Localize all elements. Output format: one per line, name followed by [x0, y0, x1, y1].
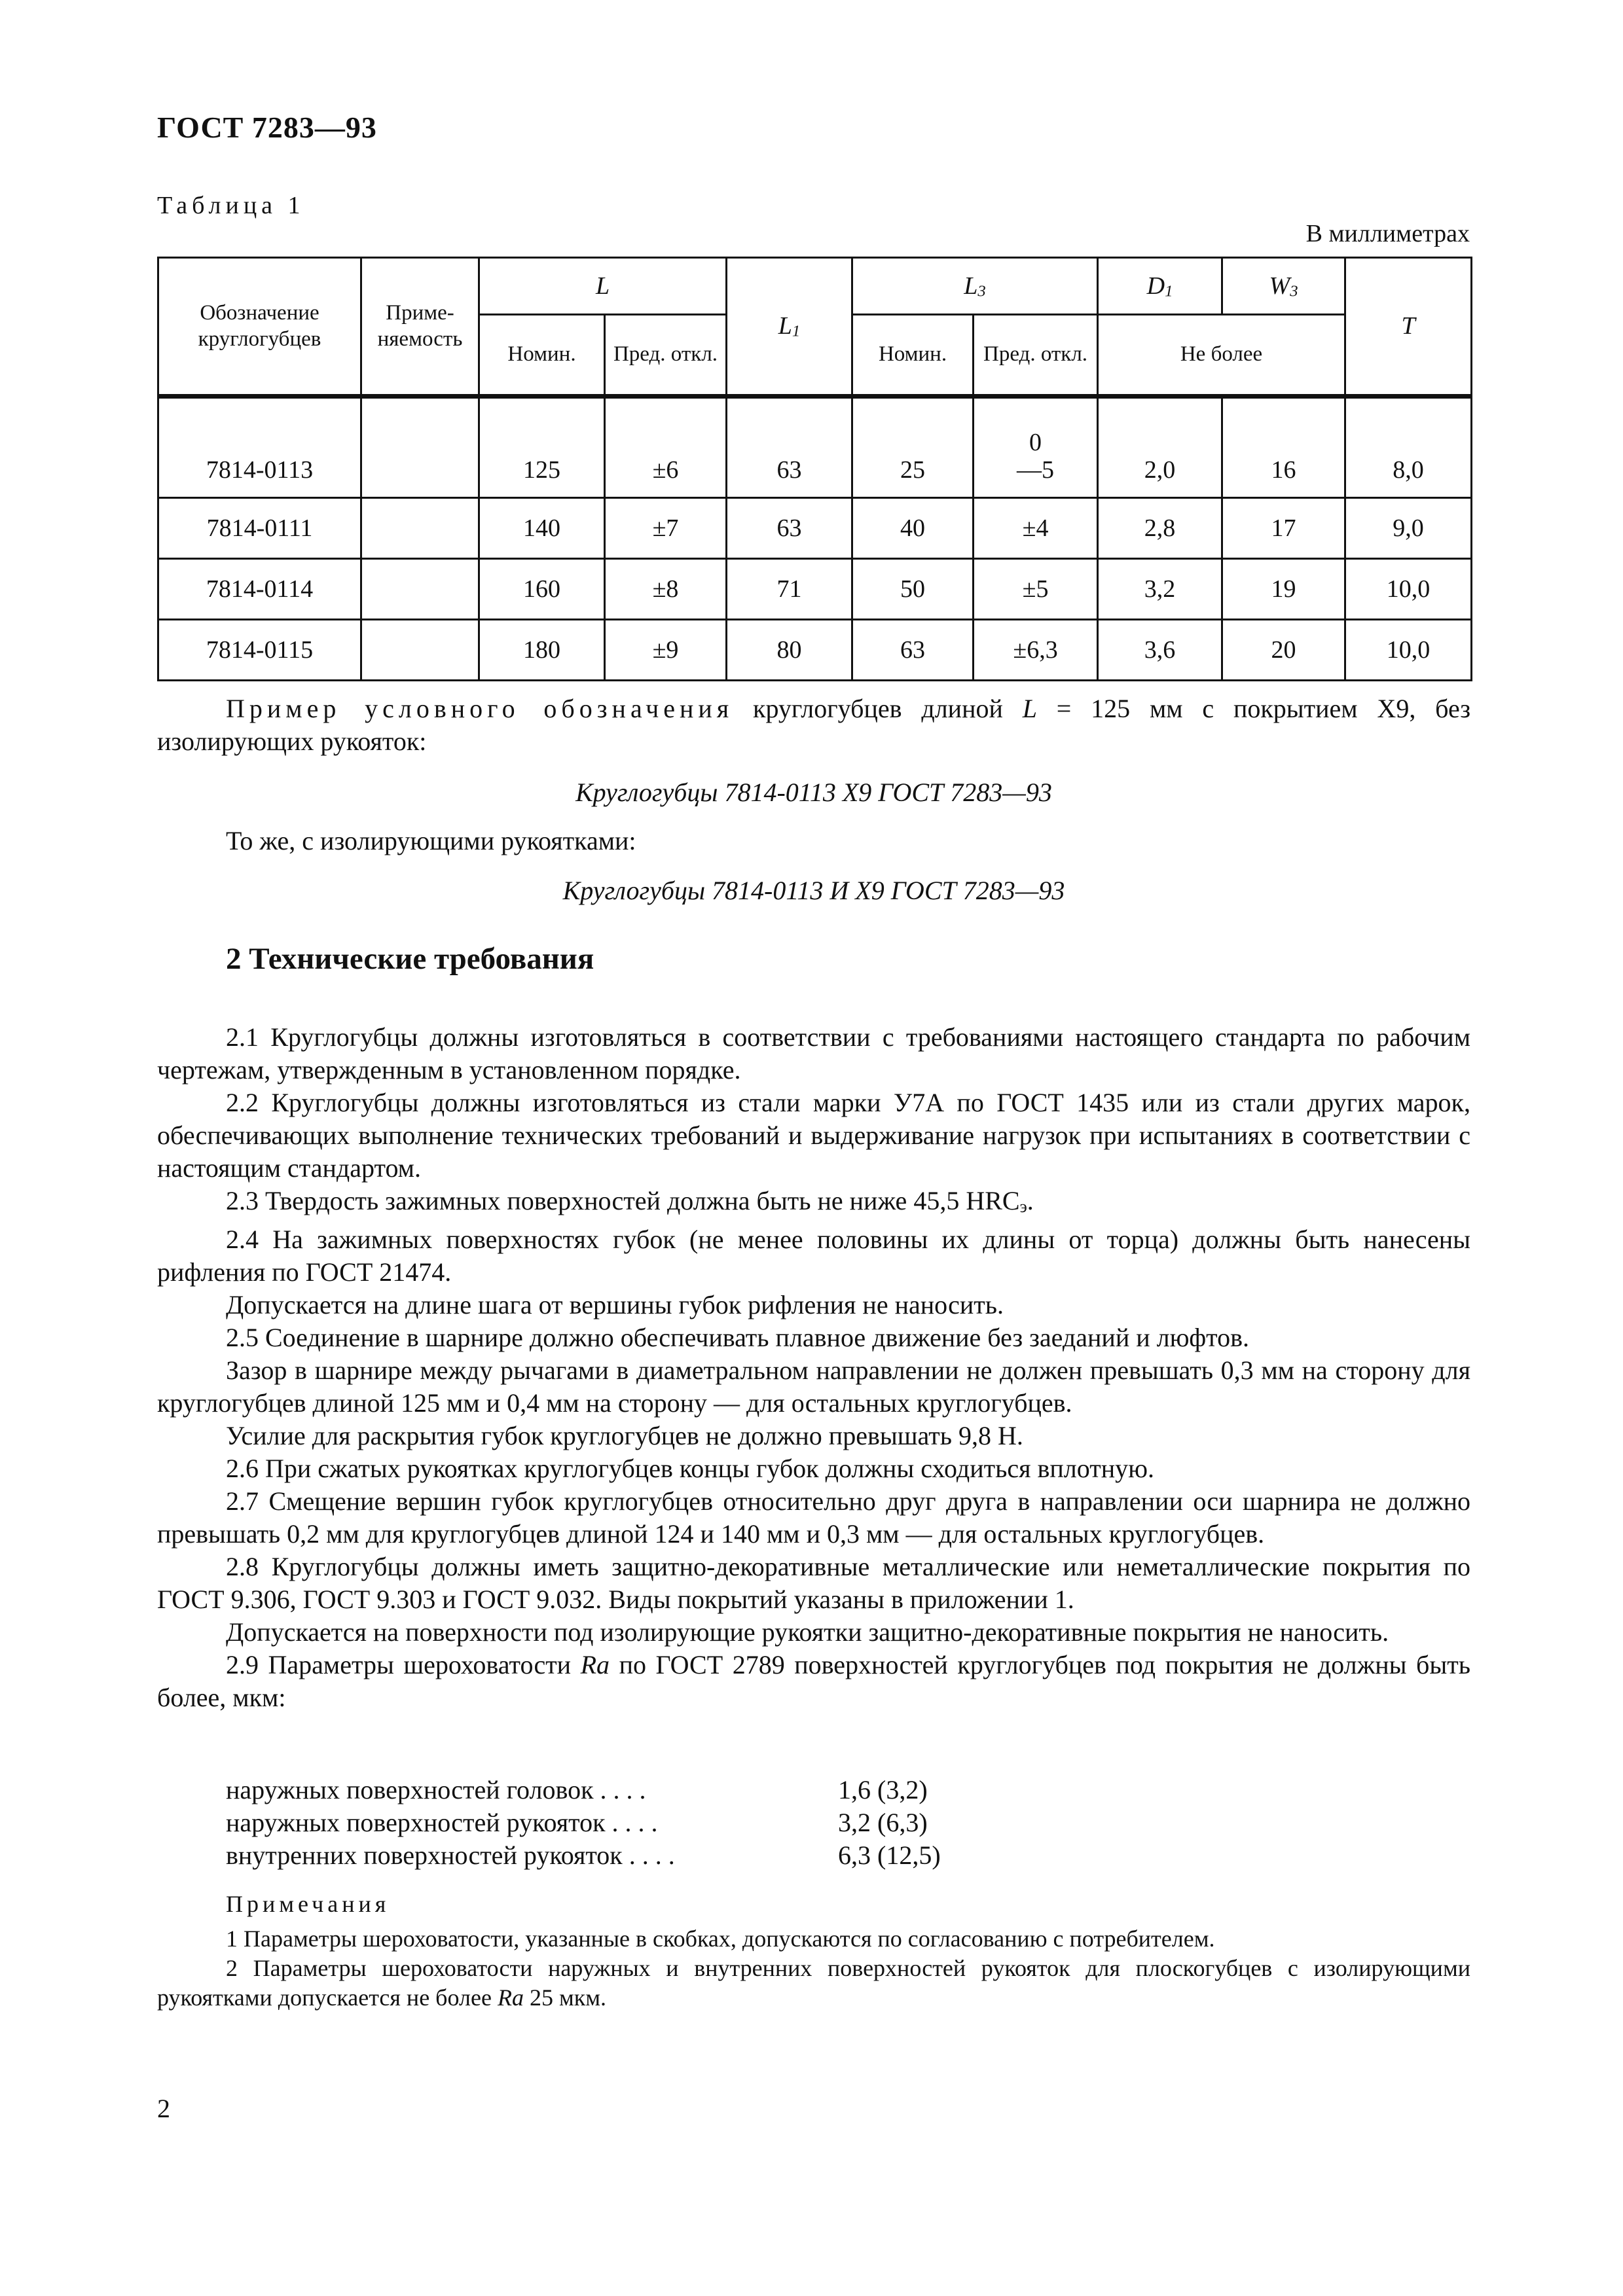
paragraph-2-3-sub: э [1019, 1196, 1027, 1216]
cell-D1: 3,6 [1098, 620, 1222, 681]
paragraph-2-9 [157, 1649, 1470, 1714]
cell-T: 8,0 [1345, 397, 1472, 498]
note-2-ra: Ra [497, 1984, 524, 2011]
tol-upper: 0 [1029, 428, 1042, 456]
paragraph-2-9-a: 2.9 Параметры шероховатости [226, 1649, 581, 1679]
section-title: 2 Технические требования [226, 942, 594, 976]
roughness-value: 1,6 (3,2) [838, 1775, 928, 1804]
cell-L3-tol: ±4 [974, 498, 1098, 559]
subscript: 3 [1290, 282, 1298, 300]
paragraph-2-9-b: по ГОСТ 2789 поверхностей круглогубцев под покрытия не должны быть более, мкм: [157, 1649, 1470, 1712]
cell-designation: 7814-0115 [158, 620, 361, 681]
example-designation-2: Круглогубцы 7814-0113 И Х9 ГОСТ 7283—93 [562, 876, 1065, 905]
note-2 [157, 1954, 1470, 2013]
document-id: ГОСТ 7283—93 [157, 111, 377, 144]
header-not-more: Не более [1098, 315, 1345, 397]
subscript: 1 [1165, 282, 1173, 300]
cell-designation: 7814-0114 [158, 559, 361, 620]
cell-T: 10,0 [1345, 620, 1472, 681]
paragraph-2-8: 2.8 Круглогубцы должны иметь защитно-декоративные металлические или неметаллические покрытия по ГОСТ 9.306, ГОСТ 9.303 и ГОСТ 9.032. Виды покрытий указаны в приложении 1. [157, 1551, 1470, 1614]
list-item [226, 1774, 941, 1806]
table-row [158, 498, 1472, 559]
table-row [158, 397, 1472, 498]
page-number: 2 [157, 2094, 170, 2123]
notes-title: Примечания [226, 1891, 390, 1917]
list-item [226, 1806, 941, 1839]
cell-L3-nom: 40 [852, 498, 974, 559]
roughness-label: наружных поверхностей рукояток . . . . [226, 1808, 658, 1837]
header-L3-tol: Пред. откл. [974, 315, 1098, 397]
cell-applicability [361, 397, 479, 498]
header-applicability: Приме- няемость [361, 258, 479, 397]
subscript: 1 [792, 322, 801, 340]
cell-designation: 7814-0111 [158, 498, 361, 559]
header-L1 [727, 258, 852, 397]
header-designation: Обозначение круглогубцев [158, 258, 361, 397]
cell-T: 9,0 [1345, 498, 1472, 559]
subscript: 3 [977, 282, 986, 300]
cell-applicability [361, 559, 479, 620]
cell-L1: 63 [727, 498, 852, 559]
cell-W3: 16 [1222, 397, 1345, 498]
header-T: T [1345, 258, 1472, 397]
example-designation-1: Круглогубцы 7814-0113 Х9 ГОСТ 7283—93 [575, 778, 1052, 807]
table-units: В миллиметрах [1305, 220, 1470, 247]
cell-W3: 20 [1222, 620, 1345, 681]
header-L: L [479, 258, 727, 315]
header-L-tol: Пред. откл. [605, 315, 727, 397]
note-2-a: 2 Параметры шероховатости наружных и внутренних поверхностей рукояток для плоскогубцев с изолирующими рукоятками допускается не более [157, 1955, 1470, 2011]
paragraph-2-6: 2.6 При сжатых рукоятках круглогубцев концы губок должны сходиться вплотную. [226, 1453, 1154, 1483]
cell-L1: 80 [727, 620, 852, 681]
cell-L-tol: ±8 [605, 559, 727, 620]
cell-D1: 3,2 [1098, 559, 1222, 620]
cell-L3-tol: ±6,3 [974, 620, 1098, 681]
requirements-body [157, 1021, 1470, 1714]
example-paragraph [157, 692, 1470, 758]
example-text [157, 692, 1470, 758]
cell-T: 10,0 [1345, 559, 1472, 620]
header-L-nom: Номин. [479, 315, 605, 397]
note-1: 1 Параметры шероховатости, указанные в скобках, допускаются по согласованию с потребителем. [226, 1926, 1215, 1952]
roughness-value: 6,3 (12,5) [838, 1840, 941, 1870]
cell-L-tol: ±9 [605, 620, 727, 681]
paragraph-2-3-end: . [1027, 1186, 1034, 1215]
cell-L-nom: 140 [479, 498, 605, 559]
cell-L-nom: 125 [479, 397, 605, 498]
table-caption: Таблица 1 [157, 192, 305, 219]
cell-L3-tol: ±5 [974, 559, 1098, 620]
paragraph-2-7: 2.7 Смещение вершин губок круглогубцев относительно друг друга в направлении оси шарнира не должно превышать 0,2 мм для круглогубцев длиной 124 и 140 мм и 0,3 мм — для остальных круглогубцев. [157, 1486, 1470, 1549]
roughness-label: внутренних поверхностей рукояток . . . . [226, 1840, 675, 1870]
tolerance-stack [1017, 429, 1054, 484]
cell-D1: 2,0 [1098, 397, 1222, 498]
example-same: То же, с изолирующими рукоятками: [226, 826, 636, 855]
roughness-list [226, 1774, 941, 1872]
paragraph-2-5: 2.5 Соединение в шарнире должно обеспечивать плавное движение без заеданий и люфтов. [226, 1322, 1250, 1352]
table-row [158, 620, 1472, 681]
header-L1-text: $L_1$ [778, 312, 801, 340]
cell-L1: 63 [727, 397, 852, 498]
paragraph-2-3 [157, 1185, 1470, 1223]
table-row [158, 559, 1472, 620]
paragraph-2-1: 2.1 Круглогубцы должны изготовляться в соответствии с требованиями настоящего стандарта по рабочим чертежам, утвержденным в установленном порядке. [157, 1022, 1470, 1085]
header-L3: $L_3$ [852, 258, 1098, 315]
cell-W3: 17 [1222, 498, 1345, 559]
example-label: Пример условного обозначения [226, 694, 734, 723]
specification-table [157, 257, 1472, 681]
notes-body [157, 1924, 1470, 2013]
cell-applicability [361, 620, 479, 681]
cell-L3-nom: 50 [852, 559, 974, 620]
example-text-a: круглогубцев длиной [733, 694, 1023, 723]
paragraph-2-5b: Зазор в шарнире между рычагами в диаметральном направлении не должен превышать 0,3 мм на сторону для круглогубцев длиной 125 мм и 0,4 мм на сторону — для остальных круглогубцев. [157, 1355, 1470, 1418]
paragraph-2-3-text: 2.3 Твердость зажимных поверхностей должна быть не ниже 45,5 HRC [226, 1186, 1020, 1215]
paragraph-2-5c: Усилие для раскрытия губок круглогубцев не должно превышать 9,8 Н. [226, 1420, 1023, 1450]
paragraph-2-4: 2.4 На зажимных поверхностях губок (не менее половины их длины от торца) должны быть нанесены рифления по ГОСТ 21474. [157, 1224, 1470, 1287]
note-2-b: 25 мкм. [523, 1984, 607, 2011]
paragraph-2-9-ra: Ra [580, 1649, 610, 1679]
cell-L-tol: ±6 [605, 397, 727, 498]
roughness-label: наружных поверхностей головок . . . . [226, 1775, 646, 1804]
cell-W3: 19 [1222, 559, 1345, 620]
cell-D1: 2,8 [1098, 498, 1222, 559]
cell-applicability [361, 498, 479, 559]
header-L3-nom: Номин. [852, 315, 974, 397]
cell-L3-nom: 25 [852, 397, 974, 498]
roughness-value: 3,2 (6,3) [838, 1808, 928, 1837]
cell-designation: 7814-0113 [158, 397, 361, 498]
cell-L-nom: 180 [479, 620, 605, 681]
paragraph-2-8b: Допускается на поверхности под изолирующие рукоятки защитно-декоративные покрытия не наносить. [226, 1617, 1389, 1647]
paragraph-2-2: 2.2 Круглогубцы должны изготовляться из стали марки У7А по ГОСТ 1435 или из стали других марок, обеспечивающих выполнение технических требований и выдерживание нагрузок при испытаниях в соответствии с настоящим стандартом. [157, 1088, 1470, 1183]
paragraph-2-4b: Допускается на длине шага от вершины губок рифления не наносить. [226, 1289, 1004, 1319]
header-W3: $W_3$ [1222, 258, 1345, 315]
header-D1: $D_1$ [1098, 258, 1222, 315]
example-L: L [1022, 694, 1037, 723]
list-item [226, 1839, 941, 1872]
cell-L3-tol [974, 397, 1098, 498]
cell-L3-nom: 63 [852, 620, 974, 681]
cell-L1: 71 [727, 559, 852, 620]
example-text-b: = 125 мм с покрытием Х9, без изолирующих рукояток: [157, 694, 1470, 756]
tol-lower: —5 [1017, 456, 1055, 484]
cell-L-tol: ±7 [605, 498, 727, 559]
cell-L-nom: 160 [479, 559, 605, 620]
